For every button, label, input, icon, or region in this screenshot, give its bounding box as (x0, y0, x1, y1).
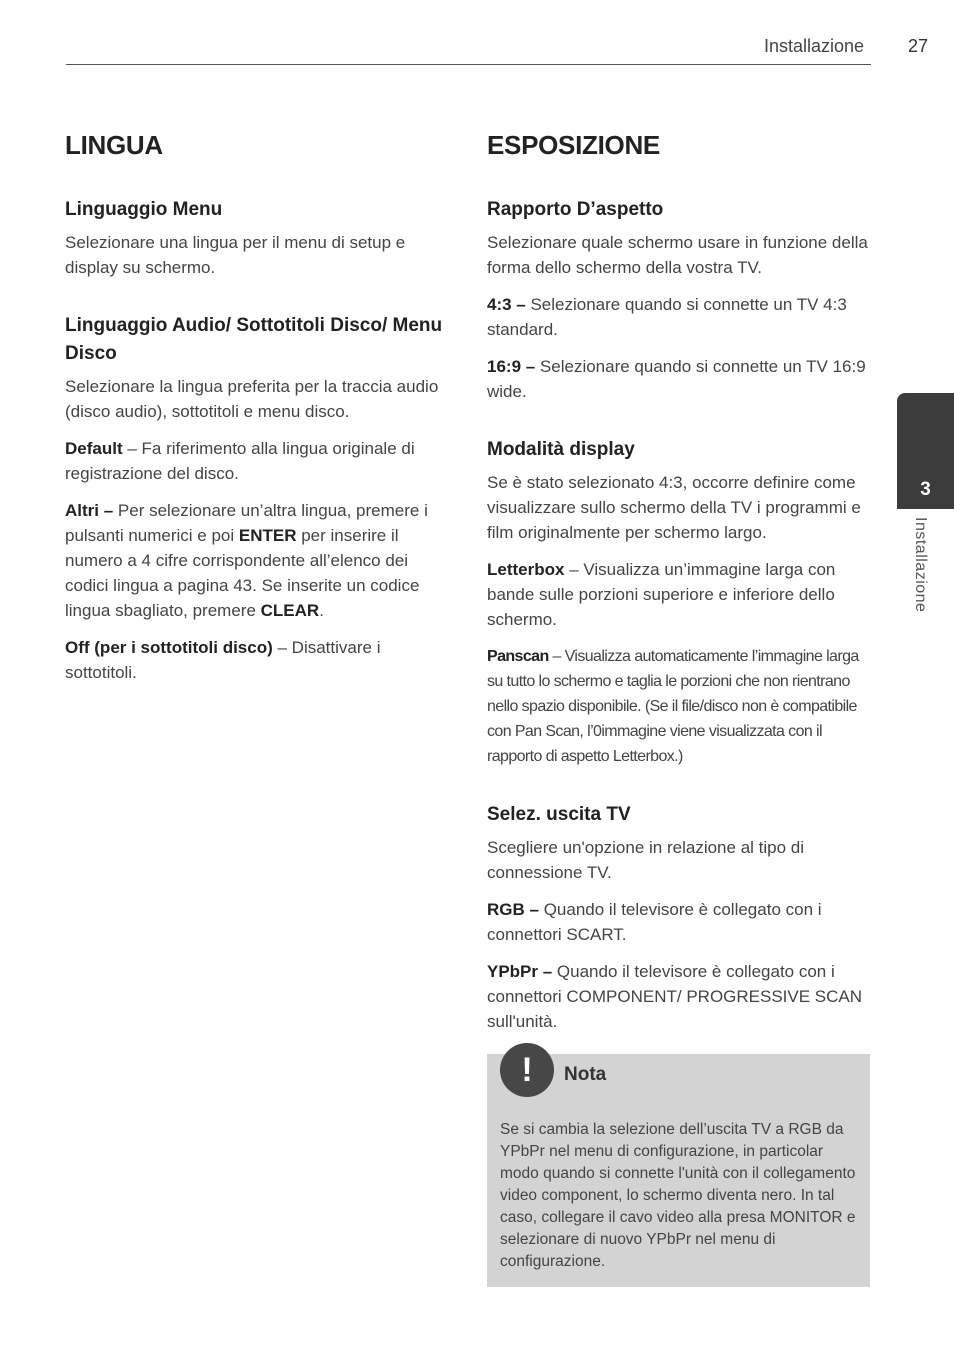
chapter-number: 3 (920, 479, 931, 500)
heading-linguaggio-menu: Linguaggio Menu (65, 199, 223, 220)
paragraph-selez-uscita-tv: Scegliere un'opzione in relazione al tipo di connessione TV. (487, 838, 805, 882)
heading-modalita-display: Modalità display (487, 439, 635, 460)
key-enter: ENTER (238, 526, 297, 545)
option-altri-text-1: Per selezionare un’altra lingua, premere i pulsanti numerici e poi (65, 501, 428, 545)
option-ypbpr (487, 959, 872, 1034)
paragraph-rapporto-aspetto: Selezionare quale schermo usare in funzione della forma dello schermo della vostra TV. (487, 233, 868, 277)
option-4-3 (487, 292, 872, 342)
left-column (65, 128, 450, 697)
term-panscan: Panscan (487, 648, 549, 665)
chapter-tab (897, 393, 954, 509)
option-panscan (487, 644, 872, 769)
option-altri-text-3: . (319, 601, 324, 620)
option-letterbox (487, 557, 872, 632)
term-letterbox: Letterbox (487, 560, 565, 579)
section-title-lingua: LINGUA (65, 130, 163, 160)
term-ypbpr: YPbPr – (487, 962, 553, 981)
heading-selez-uscita-tv: Selez. uscita TV (487, 804, 631, 825)
term-16-9: 16:9 – (487, 357, 536, 376)
option-panscan-text: – Visualizza automaticamente l’immagine larga su tutto lo schermo e taglia le porzioni che non rientrano nello spazio disponibile. (Se il file/disco non è compatibile con Pan Scan, l’0immagine viene visualizzata con il rapporto di aspetto Letterbox.) (487, 648, 859, 765)
option-rgb (487, 897, 872, 947)
section-title-esposizione: ESPOSIZIONE (487, 130, 660, 160)
heading-rapporto-aspetto: Rapporto D’aspetto (487, 199, 664, 220)
option-letterbox-text: – Visualizza un’immagine larga con bande sulle porzioni superiore e inferiore dello schermo. (487, 560, 836, 629)
header-rule (66, 64, 871, 65)
term-off: Off (per i sottotitoli disco) (65, 638, 273, 657)
header-section-title: Installazione (764, 36, 865, 56)
page-number: 27 (908, 36, 929, 56)
note-text: Se si cambia la selezione dell’uscita TV a RGB da YPbPr nel menu di configurazione, in particolar modo quando si connette l'unità con il collegamento video component, lo schermo diventa nero. In tal caso, collegare il cavo video alla presa MONITOR e selezionare di nuovo YPbPr nel menu di configurazione. (500, 1121, 856, 1270)
note-title: Nota (564, 1064, 607, 1085)
option-ypbpr-text: Quando il televisore è collegato con i connettori COMPONENT/ PROGRESSIVE SCAN sull'unità. (487, 962, 863, 1031)
option-off-text: – Disattivare i sottotitoli. (65, 638, 381, 682)
heading-linguaggio-audio: Linguaggio Audio/ Sottotitoli Disco/ Menu Disco (65, 315, 443, 364)
paragraph-linguaggio-menu: Selezionare una lingua per il menu di setup e display su schermo. (65, 233, 406, 277)
paragraph-modalita-display: Se è stato selezionato 4:3, occorre definire come visualizzare sullo schermo della TV i programmi e film originalmente per schermo largo. (487, 473, 861, 542)
option-16-9 (487, 354, 872, 404)
paragraph-linguaggio-audio: Selezionare la lingua preferita per la traccia audio (disco audio), sottotitoli e menu disco. (65, 377, 439, 421)
option-off (65, 635, 450, 685)
option-default-text: – Fa riferimento alla lingua originale di registrazione del disco. (65, 439, 415, 483)
option-rgb-text: Quando il televisore è collegato con i connettori SCART. (487, 900, 822, 944)
term-4-3: 4:3 – (487, 295, 526, 314)
option-16-9-text: Selezionare quando si connette un TV 16:9 wide. (487, 357, 866, 401)
term-default: Default (65, 439, 123, 458)
term-rgb: RGB – (487, 900, 539, 919)
chapter-label: Installazione (912, 517, 929, 613)
key-clear: CLEAR (260, 601, 320, 620)
exclamation-icon: ! (500, 1043, 554, 1097)
note-box (487, 1051, 870, 1287)
option-default (65, 436, 450, 486)
option-altri-text-2: per inserire il numero a 4 cifre corrispondente all’elenco dei codici lingua a pagina 43. Se inserite un codice lingua sbagliato, premere (65, 526, 420, 620)
option-altri (65, 498, 450, 623)
term-altri: Altri – (65, 501, 114, 520)
option-4-3-text: Selezionare quando si connette un TV 4:3 standard. (487, 295, 847, 339)
right-column (487, 128, 872, 1046)
